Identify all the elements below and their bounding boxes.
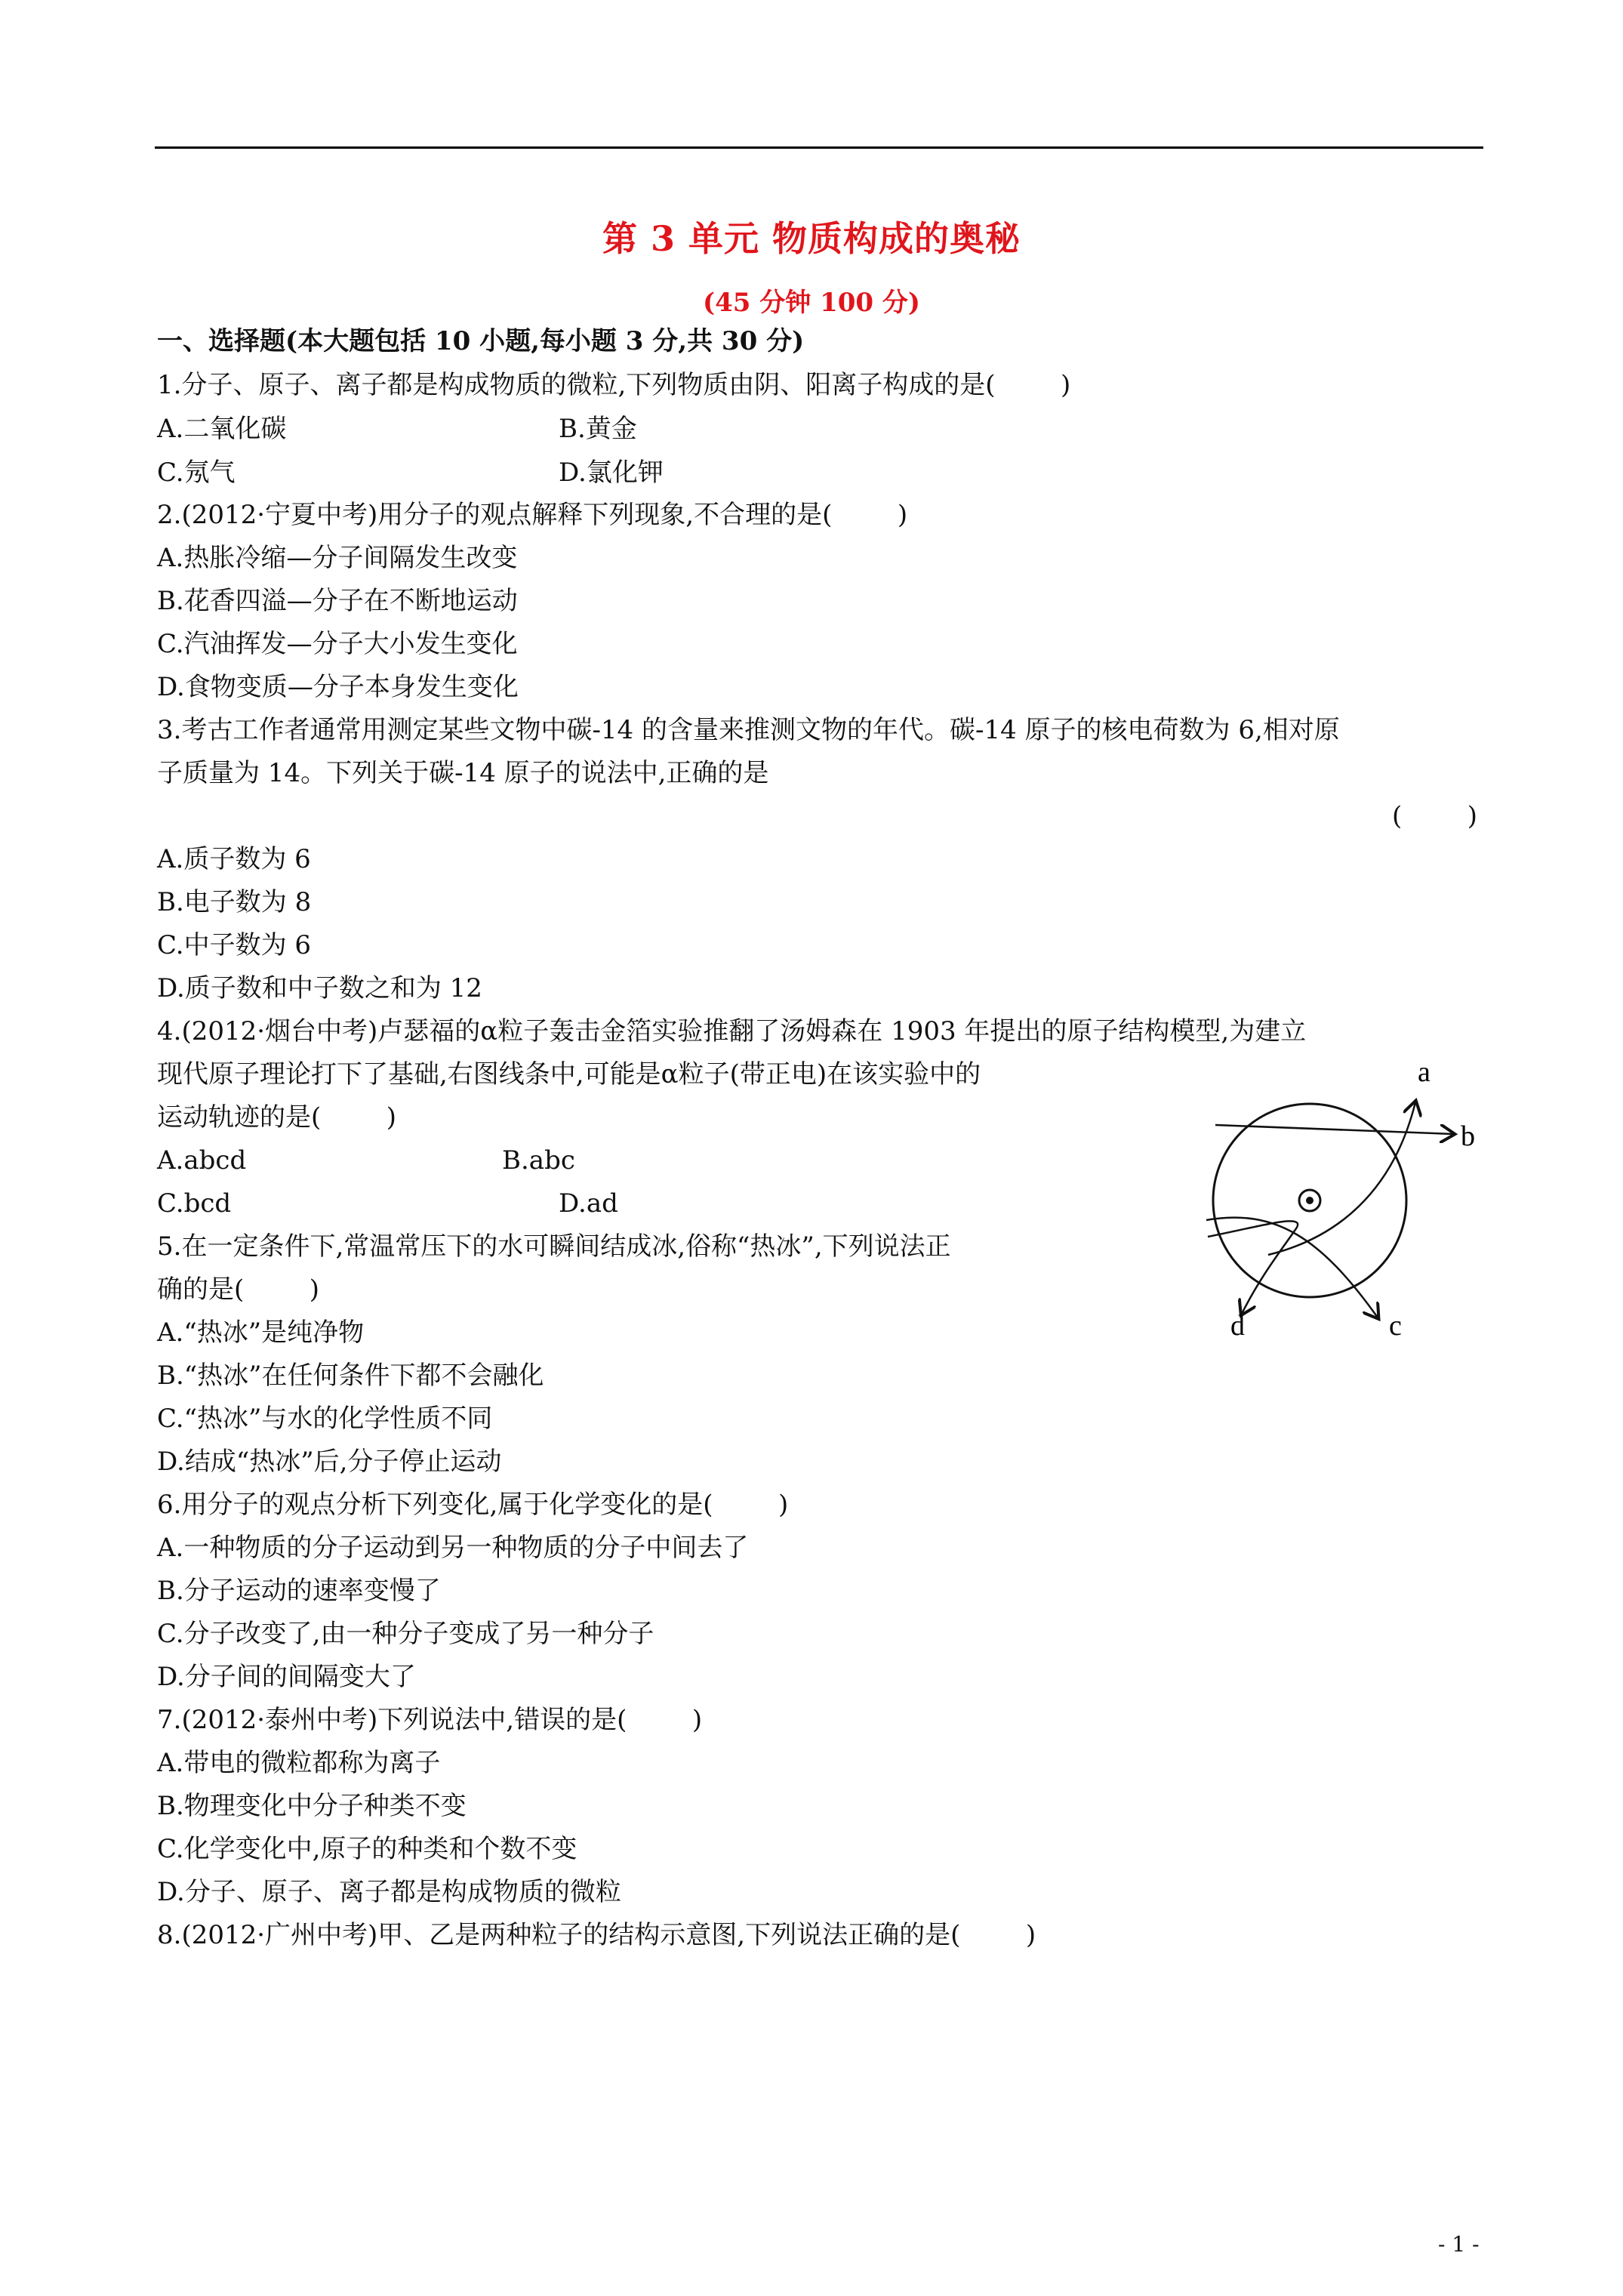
question-3-option-c: C.中子数为 6 <box>157 930 312 960</box>
question-3-option-d: D.质子数和中子数之和为 12 <box>157 973 482 1003</box>
question-4-stem-line2: 现代原子理论打下了基础,右图线条中,可能是α粒子(带正电)在该实验中的 <box>157 1059 981 1089</box>
header-rule <box>155 146 1483 149</box>
question-7-option-c: C.化学变化中,原子的种类和个数不变 <box>157 1834 577 1864</box>
question-7-stem: 7.(2012·泰州中考)下列说法中,错误的是( ) <box>157 1705 703 1735</box>
question-7-option-d: D.分子、原子、离子都是构成物质的微粒 <box>157 1877 621 1907</box>
question-7-option-b: B.物理变化中分子种类不变 <box>157 1791 467 1821</box>
alpha-scattering-figure <box>1200 1049 1487 1351</box>
question-5-option-d: D.结成“热冰”后,分子停止运动 <box>157 1447 502 1477</box>
label-b: b <box>1461 1120 1475 1152</box>
question-6-option-a: A.一种物质的分子运动到另一种物质的分子中间去了 <box>157 1533 749 1563</box>
question-3-option-a: A.质子数为 6 <box>157 844 311 874</box>
question-5-option-a: A.“热冰”是纯净物 <box>157 1318 365 1348</box>
question-4-option-d: D.ad <box>559 1188 618 1219</box>
question-7-option-a: A.带电的微粒都称为离子 <box>157 1748 441 1778</box>
question-3-stem-line1: 3.考古工作者通常用测定某些文物中碳-14 的含量来推测文物的年代。碳-14 原子的核电荷数为 6,相对原 <box>157 715 1340 745</box>
page-number: - 1 - <box>1438 2232 1480 2257</box>
question-1-option-b: B.黄金 <box>559 414 637 444</box>
question-6-option-b: B.分子运动的速率变慢了 <box>157 1576 441 1606</box>
page-subtitle: (45 分钟 100 分) <box>703 288 920 318</box>
nucleus-dot <box>1306 1197 1313 1204</box>
question-4-option-a: A.abcd <box>157 1145 247 1176</box>
question-3-answer-paren: ( ) <box>1392 801 1477 831</box>
question-4-stem-line1: 4.(2012·烟台中考)卢瑟福的α粒子轰击金箔实验推翻了汤姆森在 1903 年提出的原子结构模型,为建立 <box>157 1016 1307 1046</box>
question-4-option-c: C.bcd <box>157 1188 232 1219</box>
question-4-option-b: B.abc <box>502 1145 575 1176</box>
question-5-option-b: B.“热冰”在任何条件下都不会融化 <box>157 1361 544 1391</box>
trajectory-b <box>1215 1125 1453 1134</box>
question-2-option-b: B.花香四溢—分子在不断地运动 <box>157 586 518 616</box>
label-a: a <box>1418 1056 1431 1088</box>
question-1-stem: 1.分子、原子、离子都是构成物质的微粒,下列物质由阴、阳离子构成的是( ) <box>157 370 1071 400</box>
question-5-option-c: C.“热冰”与水的化学性质不同 <box>157 1404 493 1434</box>
question-3-option-b: B.电子数为 8 <box>157 887 312 917</box>
question-1-option-d: D.氯化钾 <box>559 458 664 488</box>
label-d: d <box>1230 1310 1245 1342</box>
question-4-stem-line3: 运动轨迹的是( ) <box>157 1102 396 1133</box>
section-heading: 一、选择题(本大题包括 10 小题,每小题 3 分,共 30 分) <box>157 326 805 356</box>
question-2-option-d: D.食物变质—分子本身发生变化 <box>157 672 519 702</box>
question-1-option-a: A.二氧化碳 <box>157 414 287 444</box>
question-6-stem: 6.用分子的观点分析下列变化,属于化学变化的是( ) <box>157 1490 789 1520</box>
question-5-stem-line2: 确的是( ) <box>157 1274 319 1305</box>
question-6-option-c: C.分子改变了,由一种分子变成了另一种分子 <box>157 1619 654 1649</box>
question-3-stem-line2: 子质量为 14。下列关于碳-14 原子的说法中,正确的是 <box>157 758 769 788</box>
question-1-option-c: C.氖气 <box>157 458 236 488</box>
trajectory-d <box>1208 1221 1298 1314</box>
question-2-stem: 2.(2012·宁夏中考)用分子的观点解释下列现象,不合理的是( ) <box>157 500 908 530</box>
question-8-stem: 8.(2012·广州中考)甲、乙是两种粒子的结构示意图,下列说法正确的是( ) <box>157 1920 1036 1950</box>
label-c: c <box>1389 1310 1402 1342</box>
question-2-option-c: C.汽油挥发—分子大小发生变化 <box>157 629 518 659</box>
page-title: 第 3 单元 物质构成的奥秘 <box>602 218 1021 259</box>
question-6-option-d: D.分子间的间隔变大了 <box>157 1662 416 1692</box>
question-5-stem-line1: 5.在一定条件下,常温常压下的水可瞬间结成冰,俗称“热冰”,下列说法正 <box>157 1231 951 1262</box>
question-2-option-a: A.热胀冷缩—分子间隔发生改变 <box>157 543 518 573</box>
